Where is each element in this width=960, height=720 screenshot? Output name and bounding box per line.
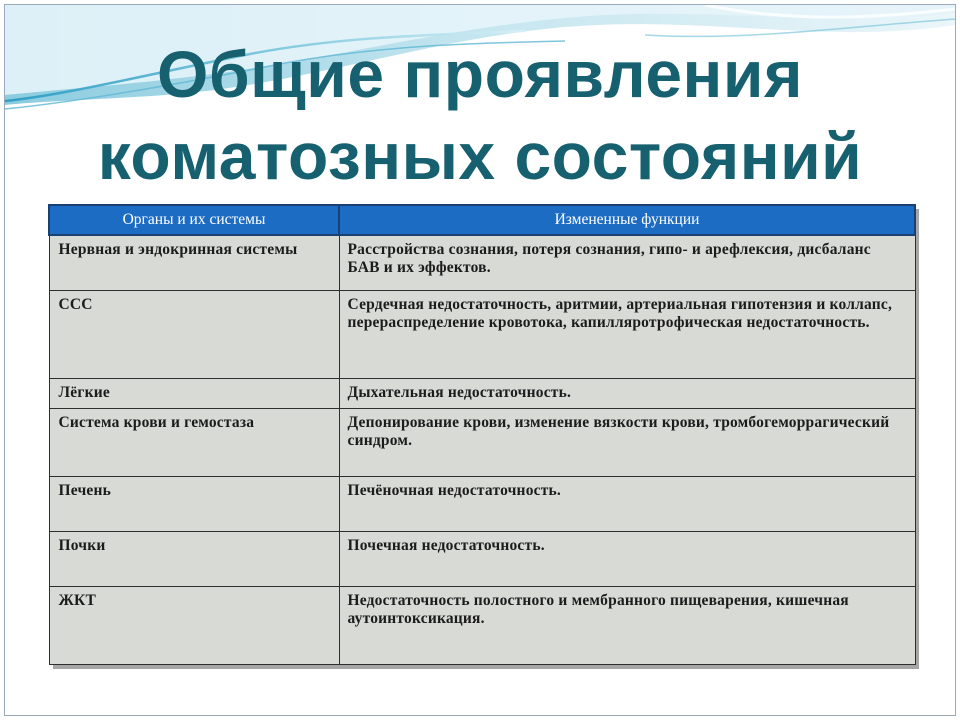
- function-cell: Печёночная недостаточность.: [339, 476, 915, 531]
- table-row: [49, 290, 915, 378]
- table-header-row: [49, 205, 915, 235]
- organ-cell: Нервная и эндокринная системы: [49, 235, 339, 290]
- column-header-organs: Органы и их системы: [49, 205, 339, 235]
- title-line-1: Общие проявления: [157, 37, 803, 111]
- organ-cell: ЖКТ: [49, 586, 339, 664]
- slide-frame: [4, 4, 956, 716]
- function-cell: Депонирование крови, изменение вязкости крови, тромбогеморрагический синдром.: [339, 408, 915, 476]
- table-row: [49, 586, 915, 664]
- title-line-2: коматозных состояний: [97, 119, 863, 193]
- organ-cell: Система крови и гемостаза: [49, 408, 339, 476]
- table-row: [49, 531, 915, 586]
- function-cell: Недостаточность полостного и мембранного пищеварения, кишечная аутоинтоксикация.: [339, 586, 915, 664]
- table-row: [49, 476, 915, 531]
- organ-cell: Печень: [49, 476, 339, 531]
- column-header-functions: Измененные функции: [339, 205, 915, 235]
- function-cell: Дыхательная недостаточность.: [339, 378, 915, 408]
- table-row: [49, 378, 915, 408]
- organ-cell: Лёгкие: [49, 378, 339, 408]
- table-row: [49, 408, 915, 476]
- page-title: [5, 33, 955, 197]
- function-cell: Сердечная недостаточность, аритмии, артериальная гипотензия и коллапс, перераспределение кровотока, капилляротрофическая недостаточность.: [339, 290, 915, 378]
- table-row: [49, 235, 915, 290]
- function-cell: Расстройства сознания, потеря сознания, гипо- и арефлексия, дисбаланс БАВ и их эффектов.: [339, 235, 915, 290]
- organ-cell: Почки: [49, 531, 339, 586]
- function-cell: Почечная недостаточность.: [339, 531, 915, 586]
- functions-table: [48, 204, 916, 665]
- organ-cell: ССС: [49, 290, 339, 378]
